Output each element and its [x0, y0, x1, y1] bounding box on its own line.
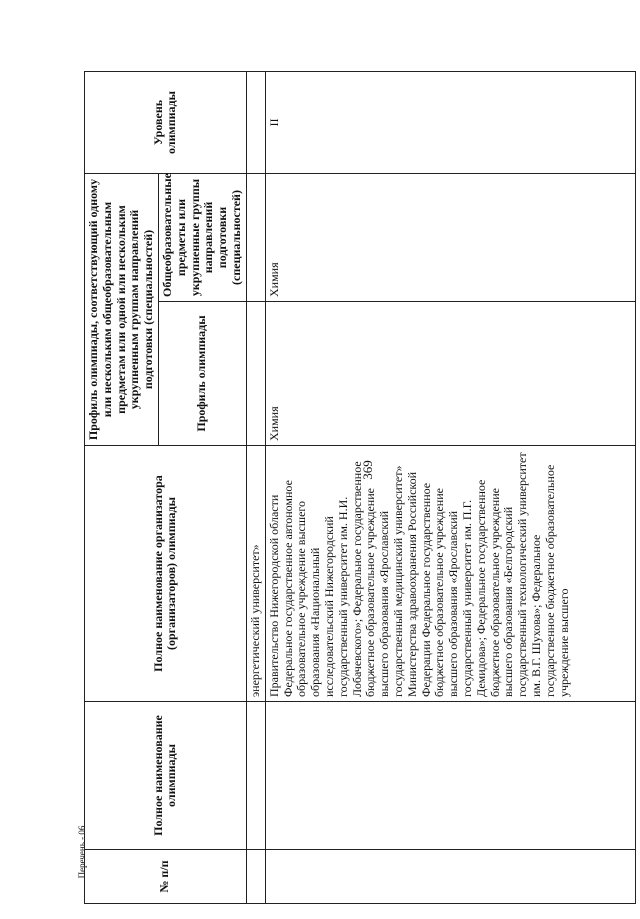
olympiad-table: [84, 71, 636, 904]
header-num: № п/п: [85, 850, 247, 904]
page-number: 369: [360, 460, 375, 480]
cell-subjects: Химия: [265, 174, 635, 302]
cell-profile: Химия: [265, 302, 635, 446]
header-profile: Профиль олимпиады: [158, 302, 246, 446]
header-profile-group: Профиль олимпиады, соответствующий одному или нескольким общеобразовательным предметам или одной или нескольким укрупненным группам направлений подготовки (специальностей): [85, 174, 159, 446]
header-level: Уровень олимпиады: [85, 72, 247, 174]
rotated-page-content: [84, 72, 636, 904]
table-row-continuation: [246, 72, 265, 904]
cell-olympiad-name: [265, 702, 635, 850]
header-olympiad-name: Полное наименование олимпиады: [85, 702, 247, 850]
footer-note: Перечень - 06: [77, 825, 87, 879]
header-row-1: [85, 72, 159, 904]
cell-num: [265, 850, 635, 904]
cell-level: II: [265, 72, 635, 174]
header-organizer: Полное наименование организатора (организаторов) олимпиады: [85, 446, 247, 702]
cell-organizer-continuation: энергетический университет»: [246, 446, 265, 702]
table-row: [265, 72, 635, 904]
header-subjects: Общеобразовательные предметы или укрупненные группы направлений подготовки (специальностей): [158, 174, 246, 302]
cell-organizer: Правительство Нижегородской области Федеральное государственное автономное образовательное учреждение высшего образования «Национальный исследовательский Нижегородский государственный университет им. Н.И. Лобачевского»; Федеральное государственное бюджетное образовательное учреждение высшего образования «Ярославский государственный медицинский университет» Министерства здравоохранения Российской Федерации Федеральное государственное бюджетное образовательное учреждение высшего образования «Ярославский государственный университет им. П.Г. Демидова»; Федеральное государственное бюджетное образовательное учреждение высшего образования «Белгородский государственный технологический университет им. В.Г. Шухова»; Федеральное государственное бюджетное образовательное учреждение высшего: [265, 446, 635, 702]
